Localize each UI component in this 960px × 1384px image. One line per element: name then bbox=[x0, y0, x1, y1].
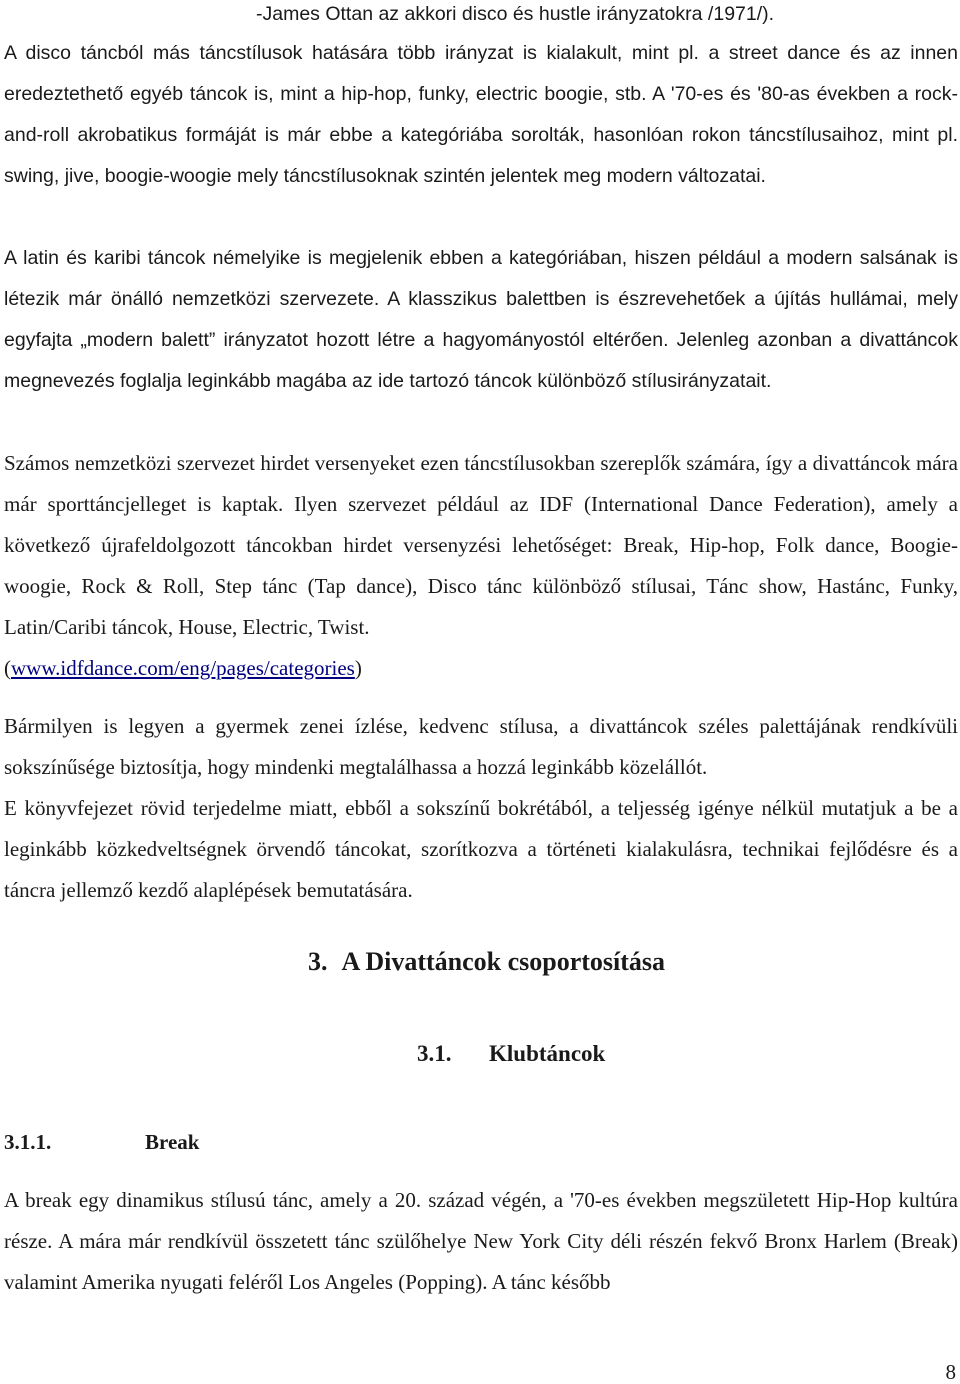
page-number: 8 bbox=[945, 1360, 956, 1384]
paragraph-break-intro: A break egy dinamikus stílusú tánc, amely a 20. század végén, a '70-es években megszületett Hip-Hop kultúra része. A mára már rendkívül összetett tánc szülőhelye New York City déli részén fekvő Bronx Harlem (Break) valamint Amerika nyugati feléről Los Angeles (Popping). A tánc később bbox=[4, 1188, 958, 1294]
paragraph-competitions-text: Számos nemzetközi szervezet hirdet versenyeket ezen táncstílusokban szereplők számára, így a divattáncok mára már sporttáncjelleget is kaptak. bbox=[4, 451, 958, 516]
link-close-paren: ) bbox=[354, 656, 362, 680]
heading-section-3 bbox=[308, 944, 665, 980]
heading-section-3-1-1-title: Break bbox=[145, 1130, 200, 1154]
heading-section-3-1-1-number: 3.1.1. bbox=[4, 1130, 52, 1154]
paragraph-disco-styles: A disco táncból más táncstílusok hatására több irányzat is kialakult, mint pl. a street dance és az innen eredeztethető egyéb táncok is, mint a hip-hop, funky, electric boogie, stb. A '70-es és '80-as években a rock-and-roll akrobatikus formáját is már ebbe a kategóriába sorolták, hasonlóan rokon táncstílusaihoz, mint pl. swing, jive, boogie-woogie mely táncstílusoknak szintén jelentek meg modern változatai. bbox=[4, 42, 958, 187]
paragraph-latin-caribbean: A latin és karibi táncok némelyike is megjelenik ebben a kategóriában, hiszen például a modern salsának is létezik már önálló nemzetközi szervezete. A klasszikus balettben is észrevehetőek a újítás hullámai, mely egyfajta „modern balett” irányzatot hozott létre a hagyományostól eltérően. Jelenleg azonban a divattáncok megnevezés foglalja leginkább magába az ide tartozó táncok különböző stílusirányzatait. bbox=[4, 247, 958, 392]
paragraph-chapter-scope: E könyvfejezet rövid terjedelme miatt, ebből a sokszínű bokrétából, a teljesség igénye nélkül mutatjuk a be a leginkább közkedveltségnek örvendő táncokat, szorítkozva a történeti kialakulásra, technikai fejlődésre és a táncra jellemző kezdő alaplépések bemutatására. bbox=[4, 796, 958, 902]
link-open-paren: ( bbox=[4, 656, 11, 680]
heading-section-3-1 bbox=[417, 1038, 605, 1070]
paragraph-idf-text: Ilyen szervezet például az IDF (International Dance Federation), amely a következő újrafeldolgozott táncokban hirdet versenyzési lehetőséget: Break, Hip-hop, Folk dance, Boogie-woogie, Rock & Roll, Step tánc (Tap dance), Disco tánc különböző stílusai, Tánc show, Hastánc, Funky, Latin/Caribi táncok, House, Electric, Twist. bbox=[4, 492, 958, 639]
heading-section-3-number: 3. bbox=[308, 947, 328, 976]
image-caption: -James Ottan az akkori disco és hustle irányzatokra /1971/). bbox=[256, 3, 775, 25]
heading-section-3-1-title: Klubtáncok bbox=[489, 1041, 606, 1066]
idf-categories-link[interactable]: www.idfdance.com/eng/pages/categories bbox=[11, 656, 355, 680]
heading-section-3-1-number: 3.1. bbox=[417, 1041, 452, 1066]
paragraph-diversity: Bármilyen is legyen a gyermek zenei ízlése, kedvenc stílusa, a divattáncok széles palettájának rendkívüli sokszínűsége biztosítja, hogy mindenki megtalálhassa a hozzá leginkább közelállót. bbox=[4, 714, 958, 779]
heading-section-3-title: A Divattáncok csoportosítása bbox=[341, 947, 666, 976]
paragraph-idf-categories bbox=[4, 443, 958, 689]
heading-section-3-1-1 bbox=[4, 1127, 199, 1157]
